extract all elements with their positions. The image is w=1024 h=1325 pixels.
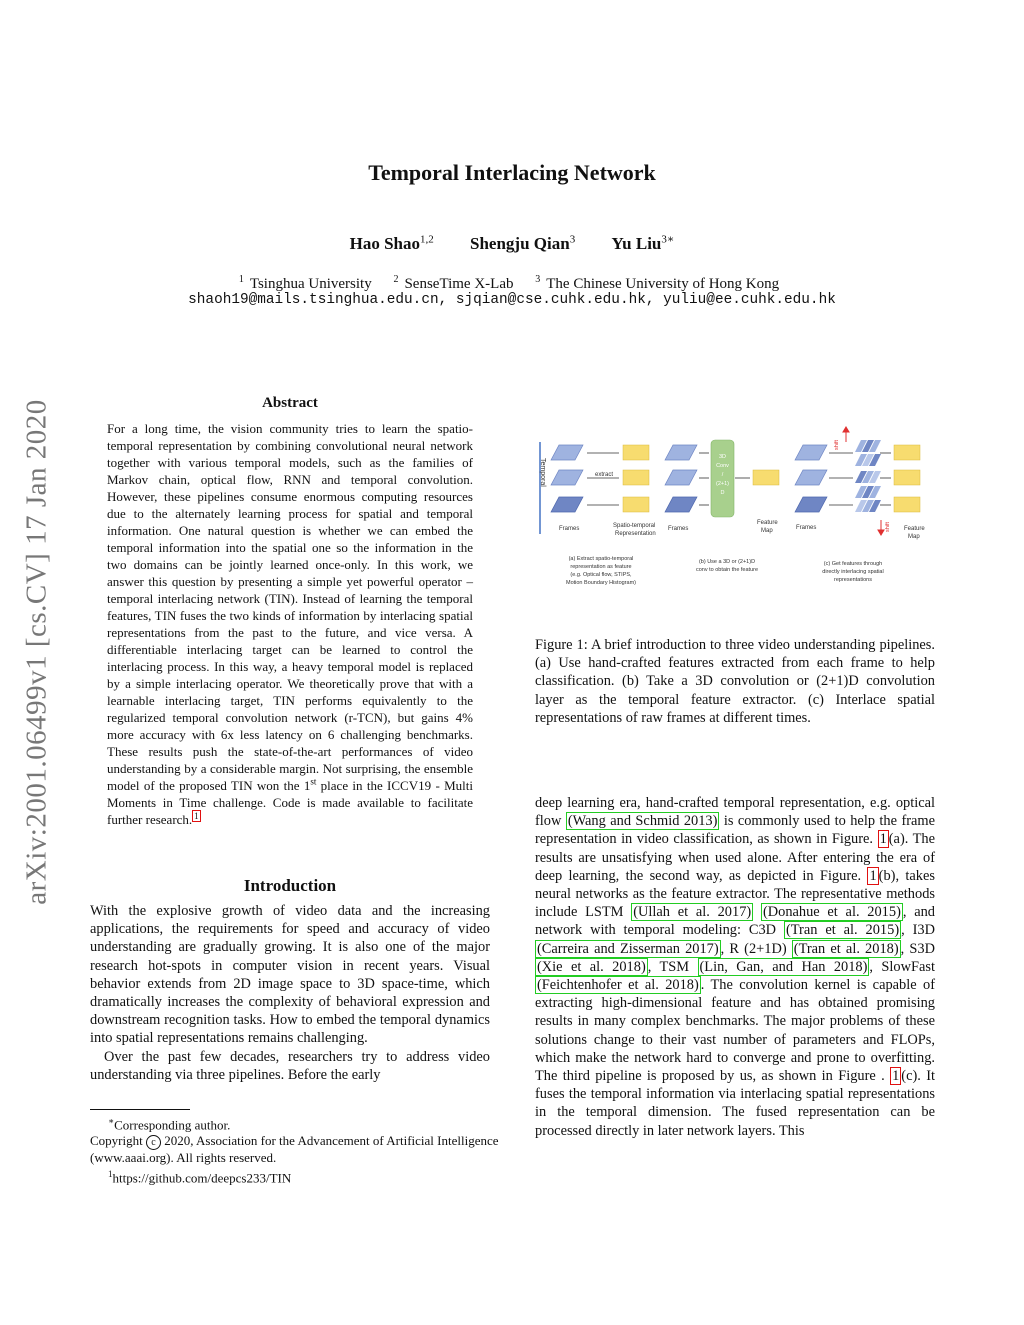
panel-a-arrows: [587, 453, 619, 505]
figure-1-caption: Figure 1: A brief introduction to three video understanding pipelines. (a) Use hand-crafted features extracted from each frame to help classification. (b) Take a 3D convolution or (2+1)D convolution layer as the temporal feature extractor. (c) Interlace spatial representations of raw frames at different times.: [535, 637, 935, 726]
frames-label-c: Frames: [796, 525, 817, 531]
svg-text:(a) Extract spatio-temporal: (a) Extract spatio-temporal: [568, 556, 634, 562]
subcaption-c: [822, 561, 883, 583]
extract-label: extract: [595, 472, 614, 478]
svg-text:(2+1): (2+1): [716, 481, 729, 487]
citation-link[interactable]: (Tran et al. 2015): [785, 922, 900, 939]
svg-text:Motion Boundary Histogram): Motion Boundary Histogram): [565, 580, 637, 586]
affiliation-2: $^2$ SenseTime X-Lab: [393, 274, 514, 292]
arxiv-sidebar: [14, 362, 60, 942]
paper-title: Temporal Interlacing Network: [368, 160, 656, 185]
svg-text:D: D: [720, 490, 725, 496]
frames-label-b: Frames: [668, 526, 689, 532]
panel-a-frames: [551, 445, 583, 512]
figure-ref-link[interactable]: 1: [869, 867, 877, 884]
affiliation-3: $^3$ The Chinese University of Hong Kong: [535, 274, 780, 292]
panel-c-features: [894, 445, 920, 512]
citation-link[interactable]: (Lin, Gan, and Han 2018): [699, 958, 868, 975]
spatio-label-1: Spatio-temporal: [613, 523, 656, 529]
citation-link[interactable]: (Wang and Schmid 2013): [567, 813, 718, 830]
svg-text:Conv: Conv: [716, 463, 729, 469]
svg-text:directly interlacing spatial: directly interlacing spatial: [822, 569, 884, 575]
feature-map-b-2: Map: [761, 528, 773, 534]
author-emails: shaoh19@mails.tsinghua.edu.cn, sjqian@cse.cuhk.edu.hk, yuliu@ee.cuhk.edu.hk: [188, 292, 836, 308]
svg-text:(e.g. Optical flow, STIPS,: (e.g. Optical flow, STIPS,: [570, 572, 632, 578]
shift-label-top: shift: [834, 439, 840, 450]
arxiv-identifier: arXiv:2001.06499v1 [cs.CV] 17 Jan 2020: [20, 399, 53, 905]
author-3: Yu Liu$^{3∗}$: [611, 233, 675, 253]
shift-label-bottom: shift: [885, 521, 891, 532]
citation-link[interactable]: (Feichtenhofer et al. 2018): [537, 977, 699, 994]
panel-b-frames: [665, 445, 697, 512]
feature-map-c-2: Map: [908, 534, 920, 540]
feature-map-c-1: Feature: [904, 526, 925, 532]
figure-ref-link[interactable]: 1: [892, 1068, 900, 1085]
author-1: Hao Shao$^{1,2}$: [349, 233, 434, 253]
affiliations: [0, 274, 1024, 293]
svg-text:(b) Use a 3D or (2+1)D: (b) Use a 3D or (2+1)D: [698, 559, 756, 565]
panel-b-feature: [753, 470, 779, 485]
temporal-label: Temporal: [539, 458, 546, 487]
panel-c-frames: [795, 445, 827, 512]
subcaption-a: [566, 556, 636, 586]
svg-text:(c) Get features through: (c) Get features through: [823, 561, 883, 567]
author-list: [0, 232, 1024, 254]
svg-text:representation as feature: representation as feature: [570, 564, 632, 570]
footnote-link[interactable]: 1: [194, 810, 199, 821]
panel-a-features: [623, 445, 649, 512]
footnotes: [90, 1113, 500, 1187]
intro-paragraph-1: With the explosive growth of video data and the increasing applications, the requirements for speed and accuracy of video understanding are gradually growing. It is also one of the major research hot-spots in computer vision in recent years. Visual behavior extends from 2D image space to 3D space-time, which dramatically increases the complexity of behavioral expression and downstream recognition tasks. How to embed the temporal dynamics into spatial representations remains challenging.: [90, 903, 490, 1047]
conv-box: [711, 440, 734, 517]
interlaced-strips: [855, 440, 881, 512]
footnote-url: $^1$https://github.com/deepcs233/TIN: [108, 1169, 292, 1186]
affiliation-1: $^1$ Tsinghua University: [238, 274, 372, 292]
abstract-body: For a long time, the vision community tries to learn the spatio-temporal representation by combining convolutional neural network together with various temporal models, such as the families of Markov chain, optical flow, RNN and temporal convolution. However, these pipelines consume enormous computing resources due to the alternately learning process for spatial and temporal information. One natural question is whether we can embed the temporal information into the spatial one so the information in the two domains can be jointly learned once-only. In this work, we answer this question by presenting a simple yet powerful operator – temporal interlacing network (TIN). Instead of learning the temporal features, TIN fuses the two kinds of information by interlacing spatial representations from the past to the future, and vice versa. A differentiable interlacing target can be learned to control the interlacing process. In this way, a heavy temporal model is replaced by a simple interlacing operator. We theoretically prove that with a learnable interlacing target, TIN performs equivalently to the regularized temporal convolution network (r-TCN), but gains 4% more accuracy with 6x less latency on 6 challenging benchmarks. These results push the state-of-the-art performances of video understanding by a considerable margin. Not surprising, the ensemble model of the proposed TIN won the 1st place in the ICCV19 - Multi Moments in Time challenge. Code is made available to facilitate further research. $^1$: [107, 421, 473, 827]
citation-link[interactable]: (Ullah et al. 2017): [633, 904, 752, 921]
feature-map-b-1: Feature: [757, 520, 778, 526]
citation-link[interactable]: (Xie et al. 2018): [537, 958, 646, 975]
footnote-rule: [90, 1109, 190, 1110]
footnote-corresponding: ∗Corresponding author.: [108, 1116, 231, 1133]
figure-1: [535, 422, 935, 600]
spatio-label-2: Representation: [615, 531, 656, 537]
frames-label-a: Frames: [559, 526, 580, 532]
citation-link[interactable]: (Donahue et al. 2015): [762, 904, 901, 921]
right-column-body: deep learning era, hand-crafted temporal representation, e.g. optical flow (Wang and Schmid 2013) is commonly used to help the frame representation in video classification, as shown in Figure. 1 (a). The results are unsatisfying when used alone. After entering the era of deep learning, the second way, as depicted in Figure. 1 (b), takes neural networks as the feature extractor. The representative methods include LSTM (Ullah et al. 2017) (Donahue et al. 2015) , and network with temporal modeling: C3D (Tran et al. 2015) , I3D (Carreira and Zisserman 2017) , R (2+1D) (Tran et al. 2018) , S3D (Xie et al. 2018) , TSM (Lin, Gan, and Han 2018) , SlowFast (Feichtenhofer et al. 2018) . The convolution kernel is capable of extracting high-dimensional feature and has obtained promising results in many complex benchmarks. The major problems of these solutions change to their vast number of parameters and FLOPs, which make the network hard to converge and prone to overfitting. The third pipeline is proposed by us, as shown in Figure . 1 (c). It fuses the temporal information via interlacing spatial representations in the temporal dimension. The fused representation can be processed directly in later network layers. This: [535, 795, 936, 1139]
svg-text:3D: 3D: [718, 454, 727, 460]
svg-text:representations: representations: [834, 577, 872, 583]
introduction-heading: Introduction: [243, 876, 337, 895]
subcaption-b: [696, 559, 758, 573]
author-2: Shengju Qian$^3$: [470, 233, 576, 253]
copyright-icon: c: [146, 1135, 161, 1150]
svg-text:/: /: [721, 472, 724, 478]
copyright-notice: Copyright c 2020, Association for the Advancement of Artificial Intelligence (www.aaai.org). All rights reserved.: [90, 1133, 499, 1166]
citation-link[interactable]: (Tran et al. 2018): [793, 940, 899, 957]
figure-ref-link[interactable]: 1: [879, 831, 887, 848]
svg-text:conv to obtain the feature: conv to obtain the feature: [695, 567, 759, 573]
citation-link[interactable]: (Carreira and Zisserman 2017): [537, 940, 719, 957]
intro-paragraph-2: Over the past few decades, researchers try to address video understanding via three pipelines. Before the early: [90, 1048, 490, 1083]
abstract-heading: Abstract: [262, 395, 318, 411]
introduction-body: [90, 902, 490, 1084]
